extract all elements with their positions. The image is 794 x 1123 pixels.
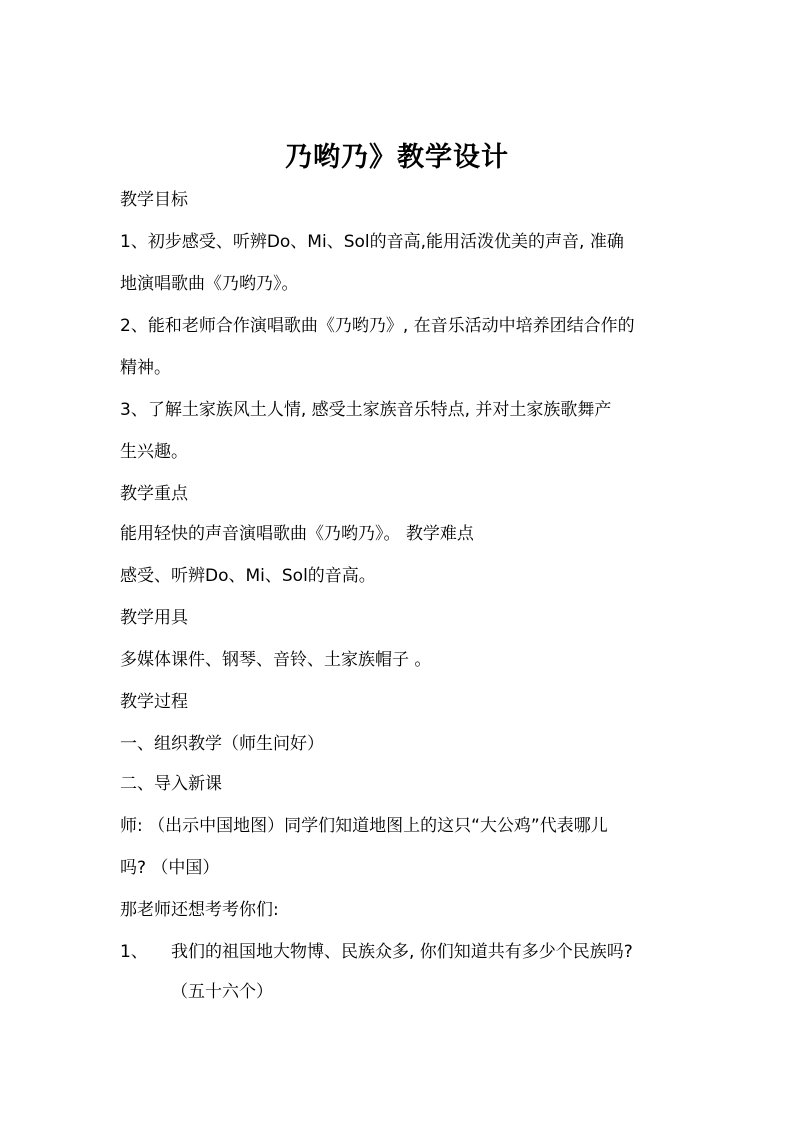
objective-3-line-2: 生兴趣。 bbox=[120, 442, 188, 462]
difficulty-text: 感受、听辨Do、Mi、Sol的音高。 bbox=[120, 566, 376, 586]
heading-teaching-objectives: 教学目标 bbox=[120, 190, 188, 210]
step-2-introduce: 二、导入新课 bbox=[120, 774, 222, 794]
heading-key-points: 教学重点 bbox=[120, 484, 188, 504]
list-item-answer: （五十六个） bbox=[171, 982, 273, 1002]
list-item-question: 我们的祖国地大物博、民族众多, 你们知道共有多少个民族吗? bbox=[171, 942, 633, 962]
teacher-followup: 那老师还想考考你们: bbox=[120, 900, 279, 920]
objective-3-line-1: 3、了解土家族风土人情, 感受土家族音乐特点, 并对土家族歌舞产 bbox=[120, 400, 612, 420]
list-item-number: 1、 bbox=[120, 942, 148, 962]
key-point-and-difficulty: 能用轻快的声音演唱歌曲《乃哟乃》。 教学难点 bbox=[120, 524, 474, 544]
objective-1-line-1: 1、初步感受、听辨Do、Mi、Sol的音高,能用活泼优美的声音, 准确 bbox=[120, 232, 624, 252]
objective-2-line-1: 2、能和老师合作演唱歌曲《乃哟乃》, 在音乐活动中培养团结合作的 bbox=[120, 316, 635, 336]
heading-teaching-tools: 教学用具 bbox=[120, 608, 188, 628]
objective-2-line-2: 精神。 bbox=[120, 358, 171, 378]
teacher-question-line-1: 师: （出示中国地图）同学们知道地图上的这只“大公鸡”代表哪儿 bbox=[120, 816, 608, 836]
teacher-question-line-2: 吗? （中国） bbox=[120, 858, 220, 878]
objective-1-line-2: 地演唱歌曲《乃哟乃》。 bbox=[120, 274, 299, 294]
teaching-tools-text: 多媒体课件、钢琴、音铃、土家族帽子 。 bbox=[120, 650, 432, 670]
document-title: 乃哟乃》教学设计 bbox=[285, 142, 509, 173]
heading-teaching-process: 教学过程 bbox=[120, 692, 188, 712]
step-1-organize: 一、组织教学（师生问好） bbox=[120, 734, 324, 754]
